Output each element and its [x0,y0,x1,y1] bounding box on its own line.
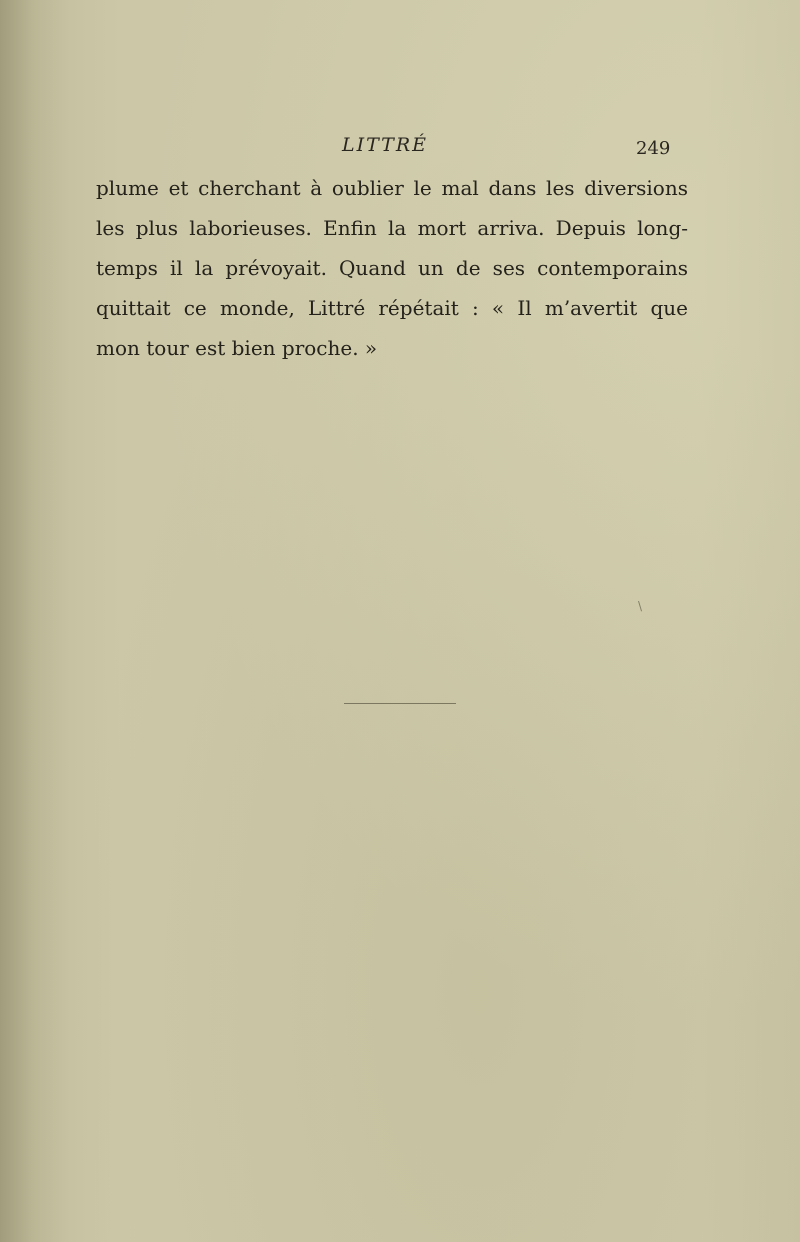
text-line: quittait ce monde, Littré répétait : « Il m’avertit que [96,296,688,320]
section-end-rule [344,703,456,704]
page-number: 249 [636,138,671,159]
text-line: mon tour est bien proche. » [96,336,378,360]
running-head [0,128,800,168]
text-line: temps il la prévoyait. Quand un de ses contemporains [96,256,688,280]
pencil-mark: \ [638,599,643,613]
text-line: les plus laborieuses. Enfin la mort arriva. Depuis long- [96,216,688,240]
binding-shadow [0,0,70,1242]
body-paragraph [96,168,688,368]
text-line: plume et cherchant à oublier le mal dans les diversions [96,176,688,200]
running-title: LITTRÉ [342,134,428,156]
